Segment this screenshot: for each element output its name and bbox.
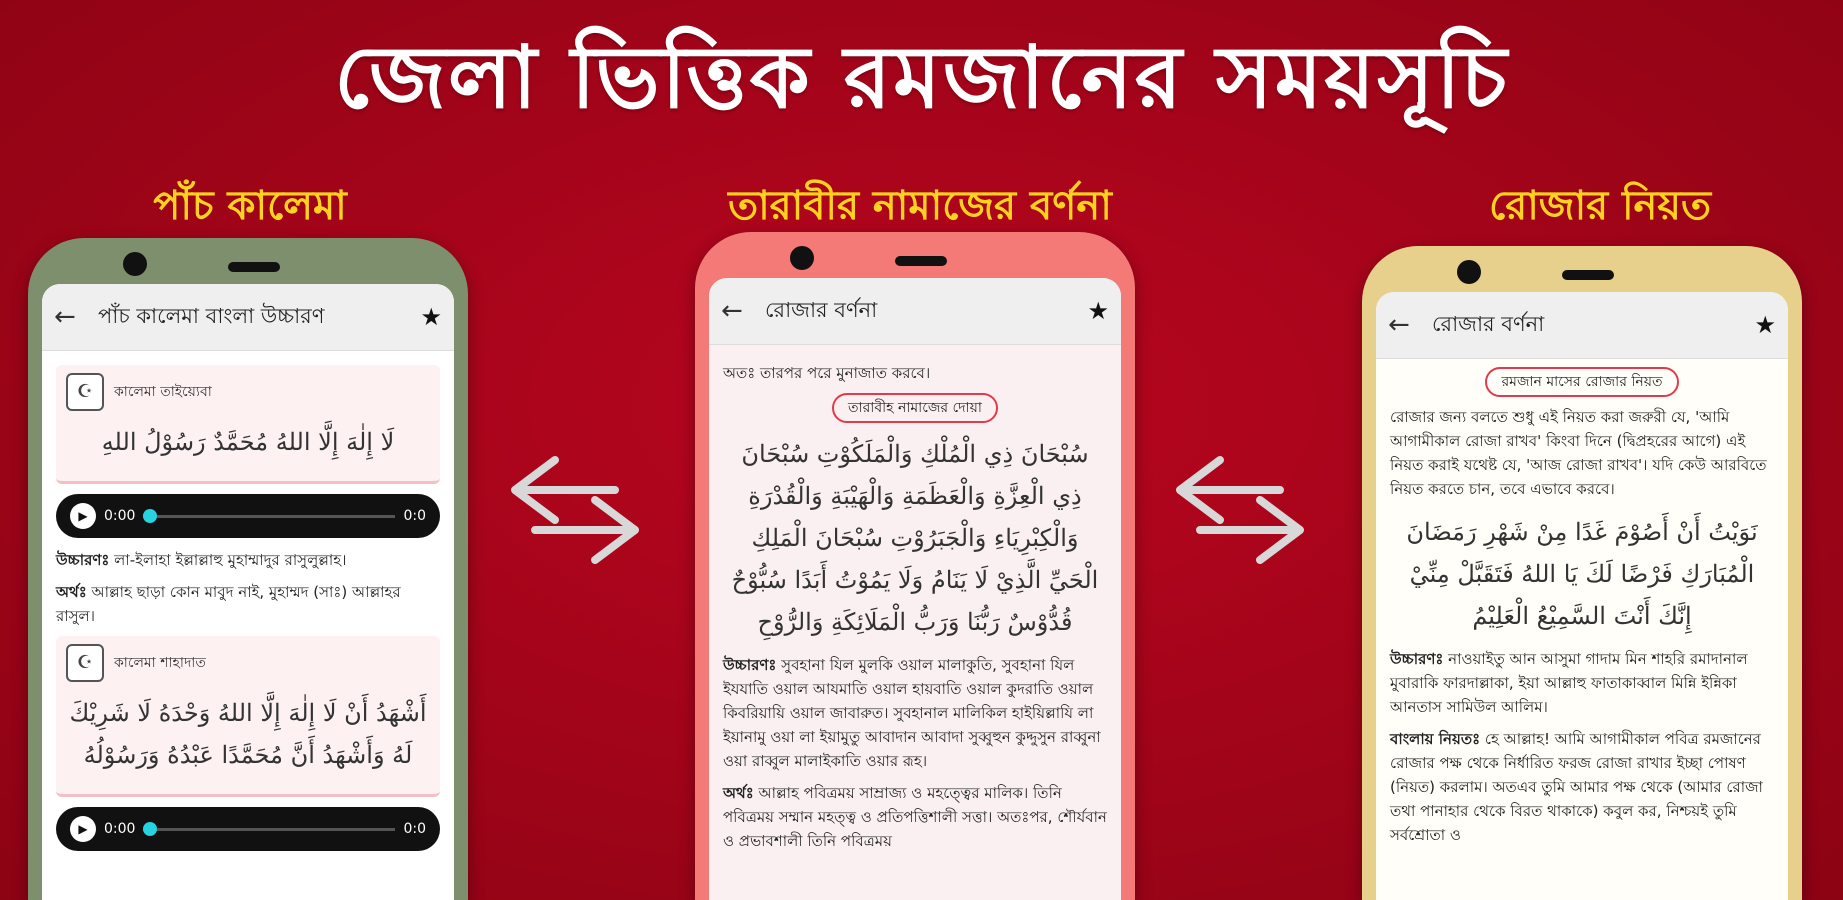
play-icon[interactable]: ▶ <box>70 503 96 529</box>
app-bar-title: রোজার বর্ণনা <box>765 297 878 322</box>
app-bar-title: রোজার বর্ণনা <box>1432 311 1545 336</box>
phone-speaker <box>1562 270 1614 280</box>
pronunciation-text: নাওয়াইতু আন আসুমা গাদাম মিন শাহরি রমাদানাল মুবারাকি ফারদাল্লাকা, ইয়া আল্লাহু ফাতাকাব্বাল মিন্নি ইন্নিকা আনতাস সামিউল আলিম। <box>1390 650 1748 716</box>
kalema-label: কালেমা শাহাদাত <box>114 655 206 671</box>
audio-player[interactable] <box>56 807 440 851</box>
app-bar <box>42 284 454 351</box>
back-arrow-icon[interactable]: ← <box>721 296 743 326</box>
phone-camera <box>123 252 147 276</box>
app-bar <box>709 278 1121 345</box>
niyat-heading-pill: রমজান মাসের রোজার নিয়ত <box>1485 367 1678 397</box>
back-arrow-icon[interactable]: ← <box>54 302 76 332</box>
section-title-tarabi: তারাবীর নামাজের বর্ণনা <box>728 183 1112 229</box>
pronunciation-text: সুবহানা যিল মুলকি ওয়াল মালাকুতি, সুবহানা যিল ইযযাতি ওয়াল আযমাতি ওয়াল হায়বাতি ওয়াল কুদরাতি ওয়াল কিবরিয়ায়ি ওয়াল জাবারুত। সুবহানাল মালিকিল হাইয়িল্লাযি লা ইয়ানামু ওয়া লা ইয়ামুতু আবাদান আবাদা সুব্বুহুন কুদ্দুসুন রাব্বুনা ওয়া রাব্বুল মালাইকাতি ওয়ার রূহ। <box>723 656 1101 770</box>
meaning <box>56 580 440 628</box>
arabic-text: أَشْهَدُ أَنْ لَا إِلٰهَ إِلَّا اللهُ وَحْدَهُ لَا شَرِيْكَ لَهُ وَأَشْهَدُ أَنَّ مُحَمَّدًا عَبْدُهُ وَرَسُوْلُهُ <box>69 699 427 769</box>
star-icon[interactable]: ★ <box>420 303 442 331</box>
kalema-card <box>56 365 440 484</box>
meaning-text: আল্লাহ পবিত্রময় সাম্রাজ্য ও মহত্ত্বের মালিক। তিনি পবিত্রময় সম্মান মহত্ত্ব ও প্রতিপত্তিশালী সত্তা। অতঃপর, শৌর্যবান ও প্রভাবশালী তিনি পবিত্রময় <box>723 784 1107 850</box>
phone-kalema <box>28 238 468 900</box>
kalema-card <box>56 636 440 797</box>
phone-camera <box>1457 260 1481 284</box>
app-bar <box>1376 292 1788 359</box>
meaning <box>723 781 1107 853</box>
pronunciation <box>723 653 1107 773</box>
phone-speaker <box>228 262 280 272</box>
audio-player[interactable] <box>56 494 440 538</box>
meaning-label: বাংলায় নিয়তঃ <box>1390 730 1481 748</box>
bidirectional-arrows-icon <box>505 450 645 570</box>
time-current: 0:00 <box>104 508 136 524</box>
pronunciation-label: উচ্চারণঃ <box>56 551 110 569</box>
star-icon[interactable]: ★ <box>1087 297 1109 325</box>
section-title-kalema: পাঁচ কালেমা <box>153 183 347 229</box>
kalema-icon: ☪ <box>66 644 104 682</box>
pronunciation-label: উচ্চারণঃ <box>1390 650 1444 668</box>
phone-screen <box>709 278 1121 900</box>
bidirectional-arrows-icon <box>1170 450 1310 570</box>
phone-screen <box>1376 292 1788 900</box>
phone-screen <box>42 284 454 900</box>
phone-camera <box>790 246 814 270</box>
meaning-text: আল্লাহ ছাড়া কোন মাবুদ নাই, মুহাম্মদ (সাঃ) আল্লাহর রাসুল। <box>56 583 401 625</box>
kalema-label: কালেমা তাইয়্যেবা <box>114 384 212 400</box>
arabic-dua: سُبْحَانَ ذِي الْمُلْكِ وَالْمَلَكُوْتِ سُبْحَانَ ذِي الْعِزَّةِ وَالْعَظَمَةِ وَالْهَيْبَةِ وَالْقُدْرَةِ وَالْكِبْرِيَاءِ وَالْجَبَرُوْتِ سُبْحَانَ الْمَلِكِ الْحَيِّ الَّذِيْ لَا يَنَامُ وَلَا يَمُوْتُ أَبَدًا سُبُّوْحٌ قُدُّوْسٌ رَبُّنَا وَرَبُّ الْمَلَائِكَةِ وَالرُّوْحِ <box>731 440 1099 636</box>
seek-knob[interactable] <box>143 509 157 523</box>
arabic-niyat: نَوَيْتُ أَنْ أَصُوْمَ غَدًا مِنْ شَهْرِ رَمَضَانَ الْمُبَارَكِ فَرْضًا لَكَ يَا اللهُ فَتَقَبَّلْ مِنِّيْ إِنَّكَ أَنْتَ السَّمِيْعُ الْعَلِيْمُ <box>1406 518 1758 630</box>
meaning <box>1390 727 1774 847</box>
section-title-roza-niyat: রোজার নিয়ত <box>1488 183 1712 229</box>
meaning-text: হে আল্লাহ! আমি আগামীকাল পবিত্র রমজানের রোজার পক্ষ থেকে নির্ধারিত ফরজ রোজা রাখার ইচ্ছা পোষণ (নিয়ত) করলাম। অতএব তুমি আমার পক্ষ থেকে (আমার রোজা তথা পানাহার থেকে বিরত থাকাকে) কবুল কর, নিশ্চয়ই তুমি সর্বশ্রোতা ও <box>1390 730 1763 844</box>
time-total: 0:0 <box>403 508 426 524</box>
pronunciation-label: উচ্চারণঃ <box>723 656 777 674</box>
pronunciation <box>1390 647 1774 719</box>
meaning-label: অর্থঃ <box>723 784 754 802</box>
phone-speaker <box>895 256 947 266</box>
phone-roza-niyat <box>1362 246 1802 900</box>
banner-title: জেলা ভিত্তিক রমজানের সময়সূচি <box>334 28 1509 128</box>
seek-bar[interactable] <box>143 828 395 831</box>
arabic-text: لَا إِلٰهَ إِلَّا اللهُ مُحَمَّدٌ رَسُوْلُ اللهِ <box>101 428 395 456</box>
back-arrow-icon[interactable]: ← <box>1388 310 1410 340</box>
pronunciation <box>56 548 440 572</box>
dua-heading-pill: তারাবীহ নামাজের দোয়া <box>832 393 998 423</box>
intro-text: রোজার জন্য বলতে শুধু এই নিয়ত করা জরুরী যে, 'আমি আগামীকাল রোজা রাখব' কিংবা দিনে (দ্বিপ্রহরের আগে) এই নিয়ত করাই যথেষ্ট যে, 'আজ রোজা রাখব'। যদি কেউ আরবিতে নিয়ত করতে চান, তবে এভাবে করবে। <box>1390 408 1767 498</box>
seek-knob[interactable] <box>143 822 157 836</box>
star-icon[interactable]: ★ <box>1754 311 1776 339</box>
app-bar-title: পাঁচ কালেমা বাংলা উচ্চারণ <box>98 303 325 328</box>
kalema-icon: ☪ <box>66 373 104 411</box>
phone-tarabi <box>695 232 1135 900</box>
intro-text: অতঃ তারপর পরে মুনাজাত করবে। <box>723 364 931 382</box>
play-icon[interactable]: ▶ <box>70 816 96 842</box>
seek-bar[interactable] <box>143 515 395 518</box>
meaning-label: অর্থঃ <box>56 583 87 601</box>
time-current: 0:00 <box>104 821 136 837</box>
pronunciation-text: লা-ইলাহা ইল্লাল্লাহু মুহাম্মাদুর রাসুলুল্লাহ। <box>114 551 347 569</box>
time-total: 0:0 <box>403 821 426 837</box>
